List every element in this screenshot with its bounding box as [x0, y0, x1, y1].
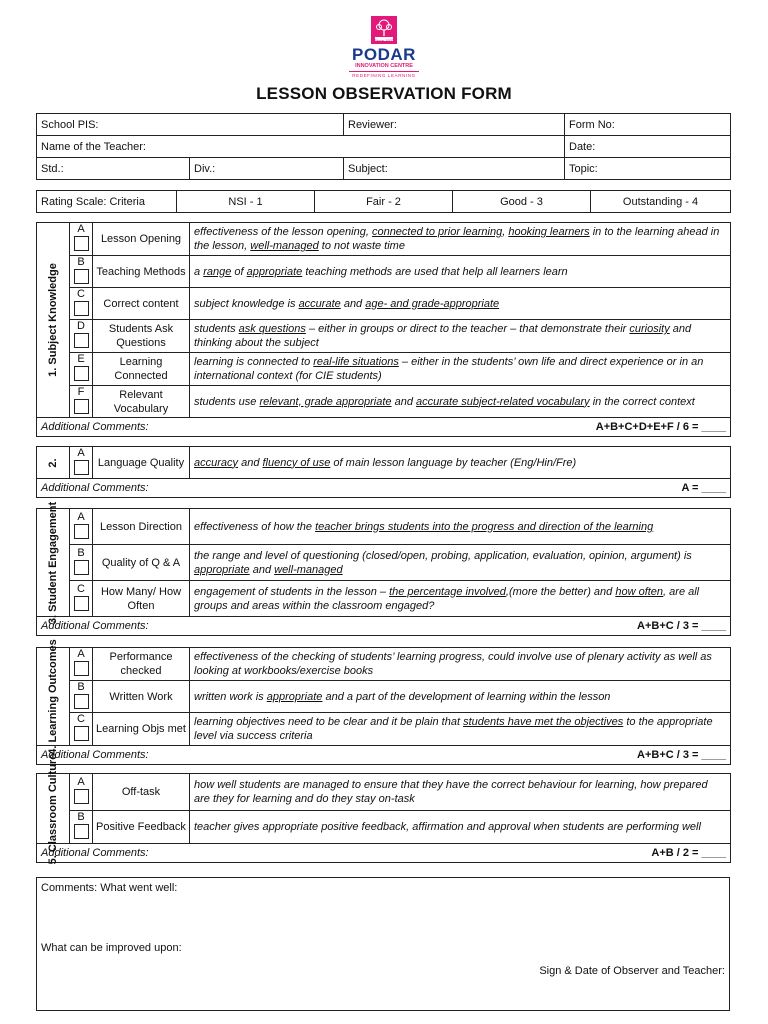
criterion-letter: F: [77, 385, 85, 398]
rating-level: Good - 3: [453, 191, 591, 213]
criterion-name: How Many/ How Often: [93, 581, 190, 617]
description-text: ,: [502, 226, 509, 238]
logo-tree-icon: [371, 16, 397, 44]
teacher-name-field[interactable]: Name of the Teacher:: [37, 136, 565, 158]
criterion-checkbox-cell[interactable]: [70, 320, 93, 353]
logo-tagline: REDEFINING LEARNING: [352, 73, 416, 78]
criterion-letter: A: [77, 776, 85, 788]
rating-checkbox[interactable]: [74, 596, 89, 611]
criterion-checkbox-cell[interactable]: [70, 811, 93, 844]
criterion-description: [190, 545, 731, 581]
description-text: the range and level of questioning (closed/open, probing, application, evaluation, opinion, argument) is: [194, 549, 692, 562]
additional-comments-label: Additional Comments:: [41, 421, 149, 433]
description-text: ,(more the better) and: [505, 585, 616, 598]
rating-level: Outstanding - 4: [591, 191, 731, 213]
sign-label: Sign & Date of Observer and Teacher:: [539, 965, 725, 977]
criterion-letter: D: [77, 320, 85, 332]
additional-comments-row[interactable]: [37, 418, 731, 437]
criterion-name: Lesson Direction: [93, 509, 190, 545]
section-score-formula: A+B / 2 = ____: [651, 847, 726, 859]
description-text: written work is: [194, 690, 267, 703]
description-text: age- and grade-appropriate: [365, 297, 500, 310]
description-text: fluency of use: [262, 456, 331, 469]
section-label: 4. Learning Outcomes: [37, 648, 70, 746]
criterion-name: Off-task: [93, 774, 190, 811]
criterion-checkbox-cell[interactable]: [70, 509, 93, 545]
criterion-description: [190, 320, 731, 353]
description-text: students use: [194, 395, 260, 408]
std-field[interactable]: Std.:: [37, 158, 190, 180]
criterion-letter: B: [77, 680, 85, 693]
additional-comments-row[interactable]: [37, 746, 731, 765]
description-text: and: [249, 563, 275, 576]
final-comments-box[interactable]: [36, 877, 730, 1011]
description-text: teacher brings students into the progress and direction of the learning: [315, 520, 654, 533]
criterion-letter: A: [77, 648, 85, 660]
section-label: 2.: [37, 447, 70, 479]
logo-brand: PODAR: [352, 45, 416, 64]
topic-field[interactable]: Topic:: [565, 158, 731, 180]
rating-checkbox[interactable]: [74, 333, 89, 348]
criterion-description: [190, 386, 731, 418]
description-text: effectiveness of the lesson opening,: [194, 226, 372, 238]
description-text: of: [231, 265, 247, 278]
criterion-letter: B: [77, 811, 85, 823]
criterion-checkbox-cell[interactable]: [70, 681, 93, 713]
description-text: accuracy: [194, 456, 239, 469]
additional-comments-row[interactable]: [37, 617, 731, 636]
criterion-description: [190, 223, 731, 256]
section-label: 1. Subject Knowledge: [37, 223, 70, 418]
criterion-name: Teaching Methods: [93, 256, 190, 288]
criterion-checkbox-cell[interactable]: [70, 581, 93, 617]
rating-checkbox[interactable]: [74, 824, 89, 839]
criterion-letter: C: [77, 582, 85, 595]
description-text: connected to prior learning: [371, 226, 503, 238]
criterion-checkbox-cell[interactable]: [70, 256, 93, 288]
section-table: [36, 446, 731, 498]
criterion-letter: E: [77, 353, 85, 365]
criterion-name: Quality of Q & A: [93, 545, 190, 581]
description-text: hooking learners: [508, 226, 590, 238]
description-text: engagement of students in the lesson –: [194, 585, 390, 598]
criterion-description: [190, 509, 731, 545]
description-text: range: [203, 265, 232, 278]
description-text: well-managed: [250, 240, 319, 252]
criterion-description: [190, 681, 731, 713]
description-text: a: [194, 265, 204, 278]
criterion-description: [190, 288, 731, 320]
div-field[interactable]: Div.:: [190, 158, 344, 180]
description-text: – either in groups or direct to the teacher – that demonstrate their: [305, 323, 630, 335]
description-text: effectiveness of the checking of students’ learning progress, could involve use of plenary activity as well as looking at workbooks/exercise books: [194, 651, 712, 677]
rating-checkbox[interactable]: [74, 366, 89, 381]
section-label: 5. Classroom Culture: [37, 774, 70, 844]
description-text: appropriate: [266, 690, 323, 703]
criterion-checkbox-cell[interactable]: [70, 713, 93, 746]
description-text: relevant, grade appropriate: [259, 395, 392, 408]
rating-checkbox[interactable]: [74, 726, 89, 741]
subject-field[interactable]: Subject:: [344, 158, 565, 180]
additional-comments-label: Additional Comments:: [41, 620, 149, 632]
description-text: effectiveness of how the: [194, 520, 316, 533]
additional-comments-row[interactable]: [37, 479, 731, 498]
page-title: LESSON OBSERVATION FORM: [256, 84, 512, 103]
section-table: [36, 638, 731, 765]
school-pis-field[interactable]: School PIS:: [37, 114, 344, 136]
description-text: in to the learning ahead in the lesson,: [194, 226, 720, 252]
description-text: of main lesson language by teacher (Eng/Hin/Fre): [330, 456, 577, 469]
criterion-description: [190, 581, 731, 617]
reviewer-field[interactable]: Reviewer:: [344, 114, 565, 136]
section-score-formula: A+B+C / 3 = ____: [637, 749, 726, 761]
form-no-field[interactable]: Form No:: [565, 114, 731, 136]
description-text: students have met the objectives: [463, 716, 624, 728]
criterion-name: Learning Connected: [93, 353, 190, 386]
description-text: and: [391, 395, 416, 408]
criterion-name: Positive Feedback: [93, 811, 190, 844]
criterion-description: [190, 774, 731, 811]
description-text: real-life situations: [313, 356, 399, 368]
criterion-checkbox-cell[interactable]: [70, 353, 93, 386]
description-text: – either in the students’ own life and direct experience or in an international context (for CIE students): [194, 356, 704, 382]
criterion-description: [190, 713, 731, 746]
criterion-letter: C: [77, 713, 85, 725]
description-text: to not waste time: [318, 240, 405, 252]
criterion-description: [190, 648, 731, 681]
rating-checkbox[interactable]: [74, 661, 89, 676]
criterion-letter: C: [77, 287, 85, 300]
header-table: [36, 113, 731, 180]
criterion-name: Correct content: [93, 288, 190, 320]
description-text: and: [340, 297, 366, 310]
rating-checkbox[interactable]: [74, 524, 89, 539]
rating-level: Fair - 2: [315, 191, 453, 213]
description-text: curiosity: [629, 323, 670, 335]
rating-checkbox[interactable]: [74, 560, 89, 575]
description-text: in the correct context: [589, 395, 695, 408]
rating-checkbox[interactable]: [74, 269, 89, 284]
criterion-letter: B: [77, 546, 85, 559]
description-text: , are all groups and areas within the classroom engaged?: [194, 585, 700, 612]
went-well-label: Comments: What went well:: [41, 882, 178, 894]
section-score-formula: A+B+C / 3 = ____: [637, 620, 726, 632]
criterion-letter: A: [77, 446, 85, 459]
criterion-name: Performance checked: [93, 648, 190, 681]
section-table: [36, 501, 731, 636]
section-score-formula: A+B+C+D+E+F / 6 = ____: [595, 421, 726, 433]
description-text: how often: [615, 585, 664, 598]
criterion-checkbox-cell[interactable]: [70, 447, 93, 479]
section-score-formula: A = ____: [681, 482, 726, 494]
section-label: 3. Student Engagement: [37, 509, 70, 617]
rating-checkbox[interactable]: [74, 301, 89, 316]
criterion-description: [190, 353, 731, 386]
logo-subtitle: INNOVATION CENTRE: [355, 63, 413, 69]
criterion-description: [190, 256, 731, 288]
criterion-description: [190, 447, 731, 479]
description-text: and thinking about the subject: [194, 323, 692, 349]
criterion-name: Learning Objs met: [93, 713, 190, 746]
description-text: ask questions: [238, 323, 306, 335]
section-table: [36, 222, 731, 437]
rating-checkbox[interactable]: [74, 236, 89, 251]
additional-comments-label: Additional Comments:: [41, 482, 149, 494]
description-text: teacher gives appropriate positive feedback, affirmation and approval when students are performing well: [194, 821, 701, 833]
criterion-name: Relevant Vocabulary: [93, 386, 190, 418]
criterion-checkbox-cell[interactable]: [70, 223, 93, 256]
criterion-name: Written Work: [93, 681, 190, 713]
description-text: the percentage involved: [389, 585, 506, 598]
rating-scale: [36, 190, 731, 213]
rating-checkbox[interactable]: [74, 789, 89, 804]
additional-comments-label: Additional Comments:: [41, 847, 149, 859]
rating-checkbox[interactable]: [74, 399, 89, 414]
logo-divider: [349, 71, 419, 72]
criterion-letter: B: [77, 255, 85, 268]
criterion-checkbox-cell[interactable]: [70, 545, 93, 581]
criterion-checkbox-cell[interactable]: [70, 386, 93, 418]
criterion-checkbox-cell[interactable]: [70, 774, 93, 811]
logo-since: Since 1927: [373, 38, 394, 43]
rating-label: Rating Scale: Criteria: [37, 191, 177, 213]
improve-label: What can be improved upon:: [41, 942, 182, 954]
criterion-checkbox-cell[interactable]: [70, 288, 93, 320]
criterion-name: Lesson Opening: [93, 223, 190, 256]
description-text: subject knowledge is: [194, 297, 299, 310]
description-text: learning objectives need to be clear and it be plain that: [194, 716, 464, 728]
criterion-letter: A: [77, 510, 85, 523]
description-text: accurate subject-related vocabulary: [416, 395, 590, 408]
description-text: accurate: [298, 297, 341, 310]
description-text: to the appropriate level via success criteria: [194, 716, 713, 742]
rating-checkbox[interactable]: [74, 694, 89, 709]
criterion-checkbox-cell[interactable]: [70, 648, 93, 681]
podar-logo: [344, 16, 424, 78]
description-text: students: [194, 323, 239, 335]
criterion-name: Students Ask Questions: [93, 320, 190, 353]
criterion-description: [190, 811, 731, 844]
description-text: appropriate: [246, 265, 303, 278]
rating-checkbox[interactable]: [74, 460, 89, 475]
criterion-name: Language Quality: [93, 447, 190, 479]
rating-level: NSI - 1: [177, 191, 315, 213]
description-text: teaching methods are used that help all learners learn: [302, 265, 568, 278]
additional-comments-row[interactable]: [37, 844, 731, 863]
description-text: and: [238, 456, 263, 469]
date-field[interactable]: Date:: [565, 136, 731, 158]
description-text: and a part of the development of learning within the lesson: [322, 690, 611, 703]
criterion-letter: A: [77, 223, 85, 235]
description-text: well-managed: [274, 563, 343, 576]
description-text: appropriate: [194, 563, 250, 576]
description-text: learning is connected to: [194, 356, 314, 368]
description-text: how well students are managed to ensure that they have the correct behaviour for learning, how prepared are they for learning and do they stay on-task: [194, 779, 708, 805]
additional-comments-label: Additional Comments:: [41, 749, 149, 761]
